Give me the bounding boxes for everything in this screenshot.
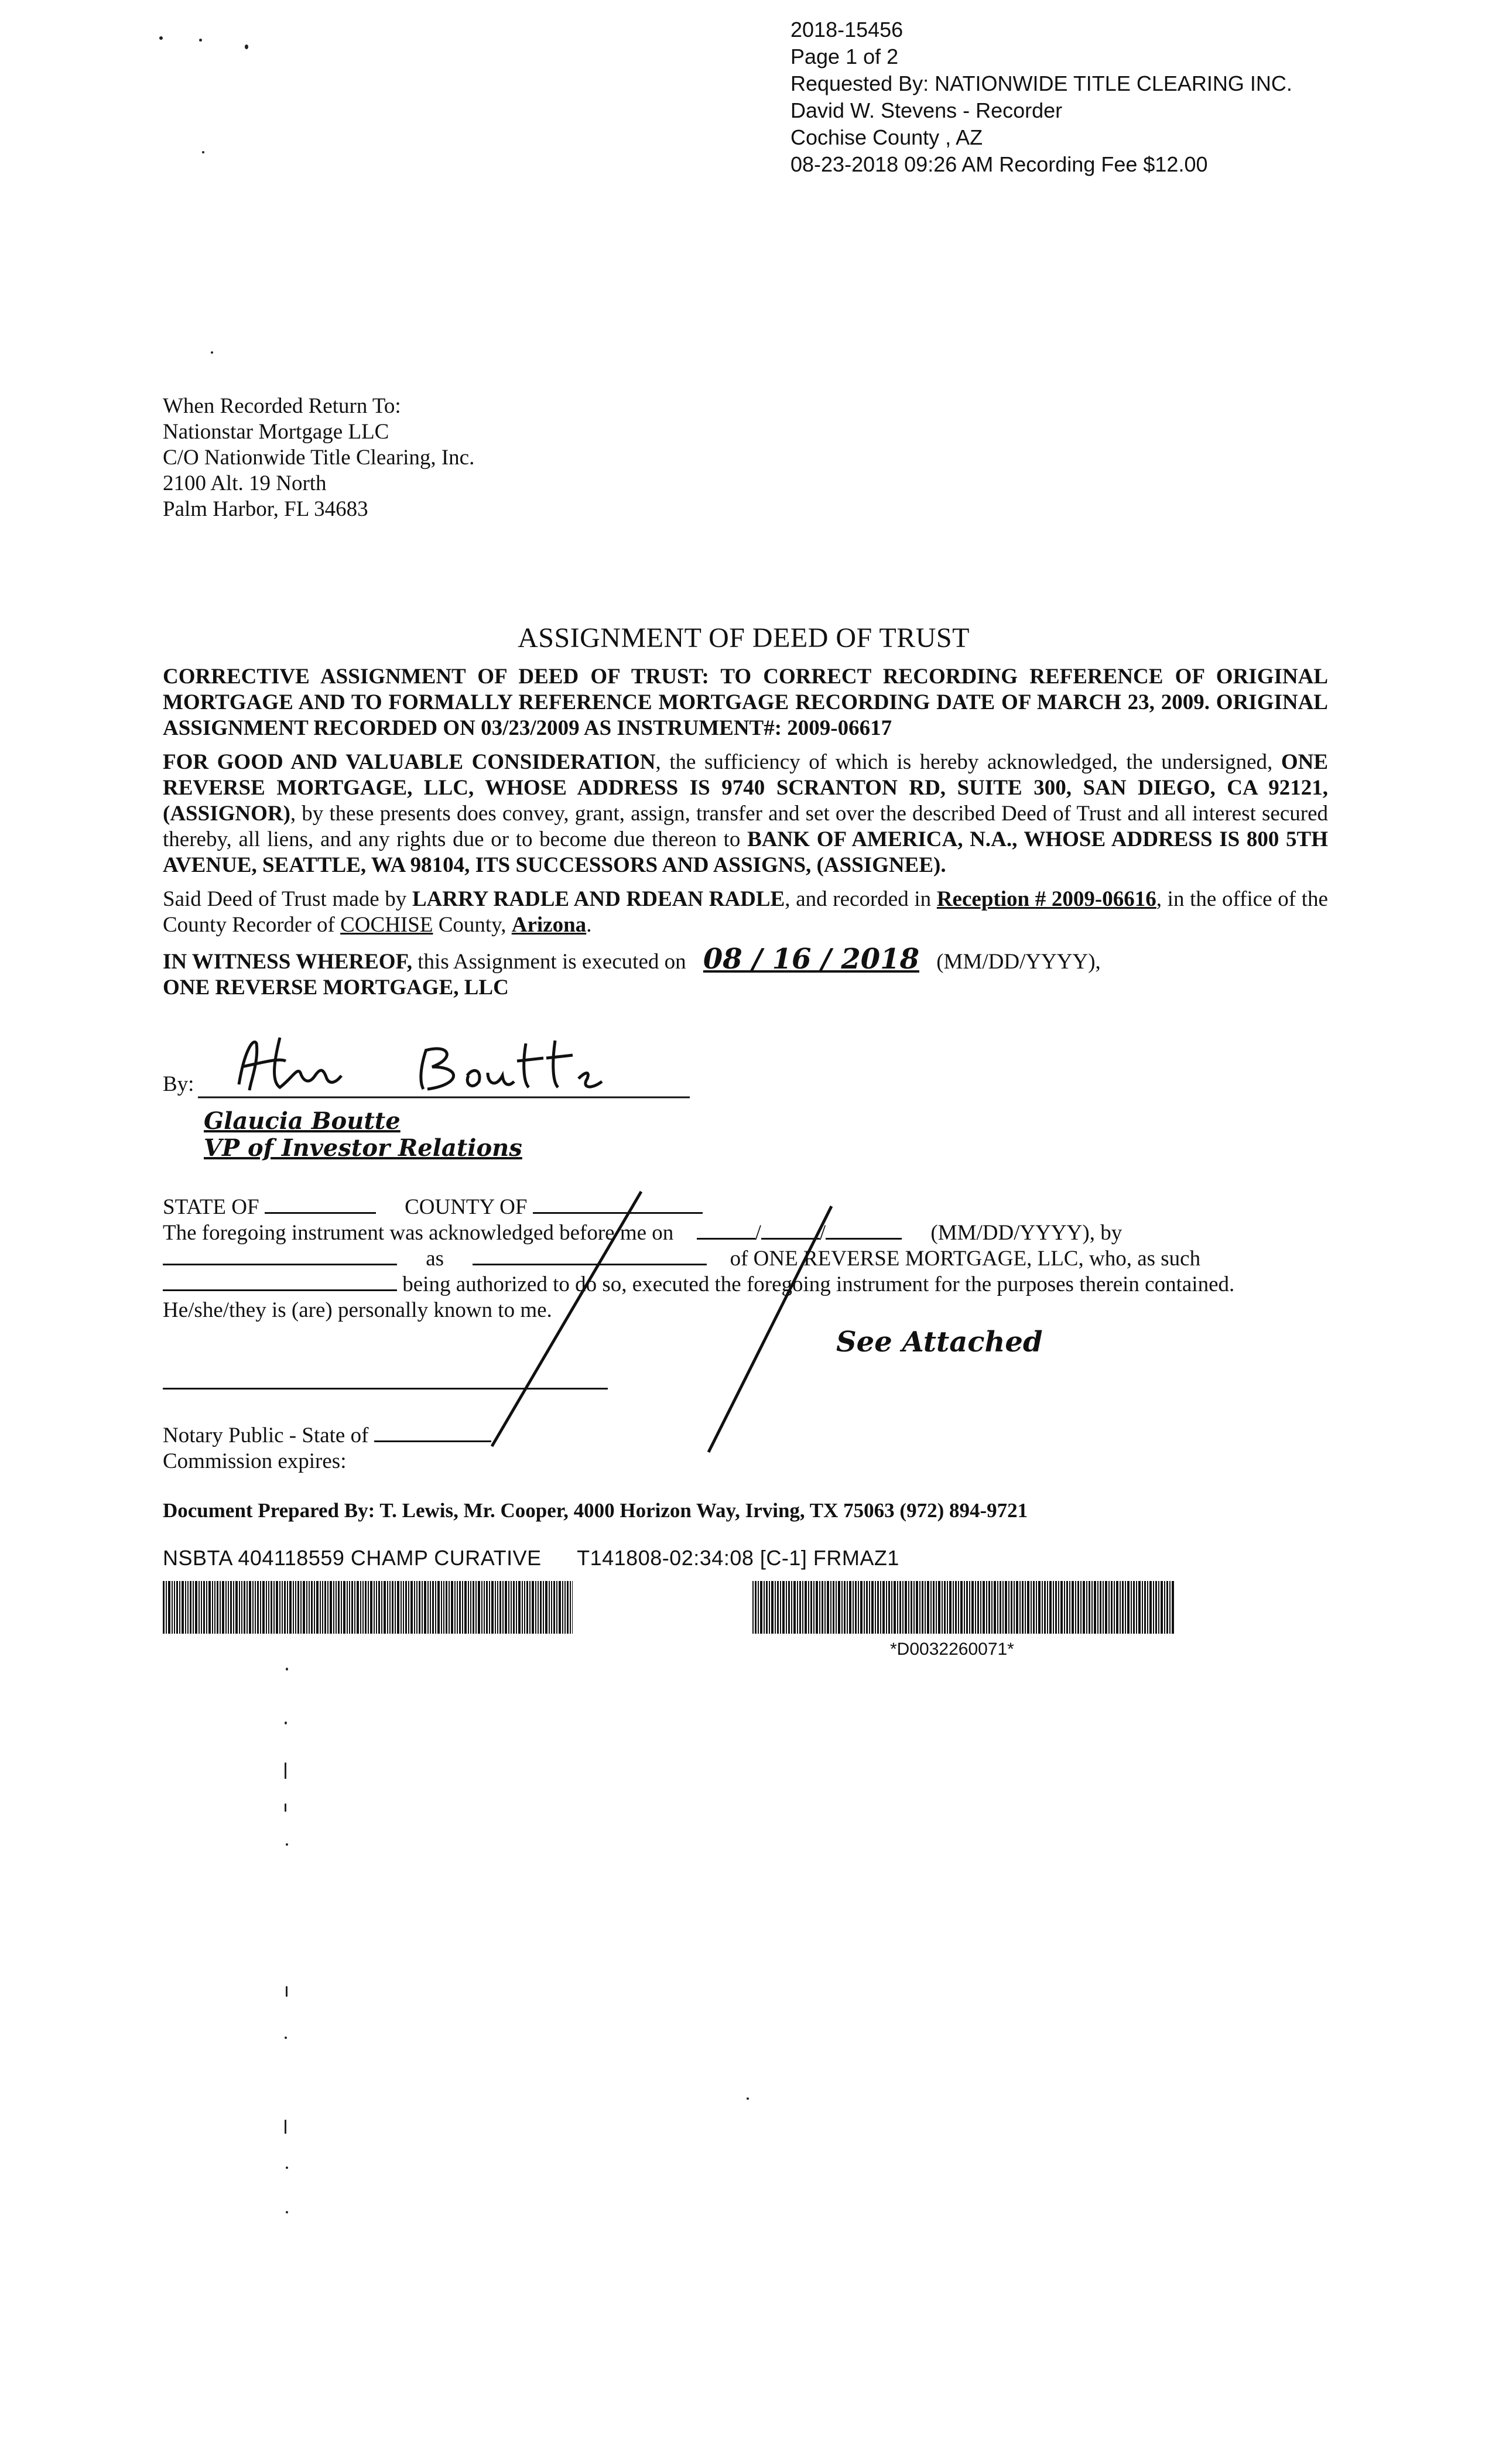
witness-text: this Assignment is executed on — [412, 950, 692, 974]
see-attached-note: See Attached — [836, 1326, 1043, 1358]
tracking-left: NSBTA 404118559 CHAMP CURATIVE — [163, 1546, 542, 1570]
barcode-left — [163, 1581, 573, 1634]
scan-speck — [285, 2120, 286, 2134]
notary-public-label: Notary Public - State of — [163, 1423, 369, 1447]
reception-number: Reception # 2009-06616 — [936, 887, 1156, 911]
execution-date: 08 / 16 / 2018 — [703, 943, 919, 976]
deed-text: County, — [433, 913, 512, 937]
state-of-label: STATE OF — [163, 1195, 259, 1219]
date-format: (MM/DD/YYYY), — [930, 950, 1101, 974]
scan-speck — [285, 1763, 286, 1779]
by-label: By: — [163, 1072, 194, 1096]
page-indicator: Page 1 of 2 — [790, 45, 899, 69]
strike-line — [709, 1206, 831, 1452]
barcode-right-bars — [752, 1581, 1174, 1634]
date-format-text: (MM/DD/YYYY), by — [930, 1221, 1122, 1245]
witness-lead: IN WITNESS WHEREOF, — [163, 950, 413, 974]
barcode-left-bars — [163, 1581, 573, 1634]
state-name: Arizona — [511, 913, 587, 937]
consideration-lead: FOR GOOD AND VALUABLE CONSIDERATION — [163, 750, 656, 774]
return-to-line: Palm Harbor, FL 34683 — [163, 497, 368, 521]
consideration-text: , by these presents does convey, grant, assign, transfer and set over the described Deed of Trust and all interest secured thereby, all liens, and any rights due or to become due thereon to — [163, 802, 1328, 851]
deed-text: . — [586, 913, 592, 937]
requested-by: Requested By: NATIONWIDE TITLE CLEARING INC. — [790, 71, 1292, 95]
scan-speck — [285, 1722, 287, 1724]
return-to-line: C/O Nationwide Title Clearing, Inc. — [163, 446, 475, 470]
scan-speck — [747, 2097, 749, 2100]
recording-county: Cochise County , AZ — [790, 125, 983, 149]
county-of-label: COUNTY OF — [405, 1195, 528, 1219]
return-to-line: Nationstar Mortgage LLC — [163, 420, 389, 444]
document-prepared-by: Document Prepared By: T. Lewis, Mr. Cooper, 4000 Horizon Way, Irving, TX 75063 (972) 894-9721 — [163, 1499, 1028, 1522]
deed-text: , and recorded in — [785, 887, 937, 911]
deed-text: , in the office of the County Recorder of — [163, 887, 1328, 937]
scan-speck — [285, 1803, 286, 1812]
signer-title: VP of Investor Relations — [204, 1134, 522, 1162]
scan-speck — [286, 1668, 288, 1671]
recorder-name: David W. Stevens - Recorder — [790, 98, 1063, 122]
authorized-text: being authorized to do so, executed the foregoing instrument for the purposes therein contained. — [402, 1272, 1235, 1296]
scan-speck — [286, 2167, 288, 2169]
assignee: BANK OF AMERICA, N.A., WHOSE ADDRESS IS 800 5TH AVENUE, SEATTLE, WA 98104, ITS SUCCESSORS AND ASSIGNS, (ASSIGNEE). — [163, 827, 1328, 877]
deed-text: Said Deed of Trust made by — [163, 887, 412, 911]
county-name: COCHISE — [340, 913, 433, 937]
document-title: ASSIGNMENT OF DEED OF TRUST — [518, 622, 970, 653]
tracking-right: T141808-02:34:08 [C-1] FRMAZ1 — [577, 1546, 899, 1570]
recording-datetime-fee: 08-23-2018 09:26 AM Recording Fee $12.00 — [790, 152, 1208, 176]
notary-known-line: He/she/they is (are) personally known to me. — [163, 1298, 552, 1322]
consideration-text: , the sufficiency of which is hereby acknowledged, the undersigned, — [655, 750, 1281, 774]
signer-name: Glaucia Boutte — [204, 1107, 401, 1135]
barcode-id: *D0032260071* — [890, 1640, 1014, 1659]
return-to-line: 2100 Alt. 19 North — [163, 471, 327, 495]
scan-speck — [286, 1986, 288, 1997]
borrowers: LARRY RADLE AND RDEAN RADLE — [412, 887, 785, 911]
scan-speck — [286, 1843, 288, 1846]
as-label: as — [426, 1247, 444, 1271]
commission-expires: Commission expires: — [163, 1449, 347, 1473]
scan-speck — [285, 2037, 287, 2039]
strike-line — [492, 1192, 641, 1446]
return-to-label: When Recorded Return To: — [163, 394, 401, 418]
notary-acknowledged-line: The foregoing instrument was acknowledged before me on / / (MM/DD/YYYY), by — [163, 1221, 1122, 1245]
scan-speck — [286, 2211, 288, 2213]
corrective-notice: CORRECTIVE ASSIGNMENT OF DEED OF TRUST: TO CORRECT RECORDING REFERENCE OF ORIGINAL MORTGAGE AND TO FORMALLY REFERENCE MORTGAGE RECORDING DATE OF MARCH 23, 2009. ORIGINAL ASSIGNMENT RECORDED ON 03/23/2009 AS INSTRUMENT#: 2009-06617 — [163, 665, 1328, 740]
barcode-right — [752, 1581, 1174, 1634]
tracking-line — [163, 1546, 899, 1570]
witness-company: ONE REVERSE MORTGAGE, LLC — [163, 976, 509, 1000]
doc-number: 2018-15456 — [790, 18, 903, 42]
assignor: ONE REVERSE MORTGAGE, LLC, WHOSE ADDRESS IS 9740 SCRANTON RD, SUITE 300, SAN DIEGO, CA 92121, (ASSIGNOR) — [163, 750, 1328, 826]
acknowledged-text: The foregoing instrument was acknowledged before me on — [163, 1221, 674, 1245]
of-company-text: of ONE REVERSE MORTGAGE, LLC, who, as such — [730, 1247, 1201, 1271]
